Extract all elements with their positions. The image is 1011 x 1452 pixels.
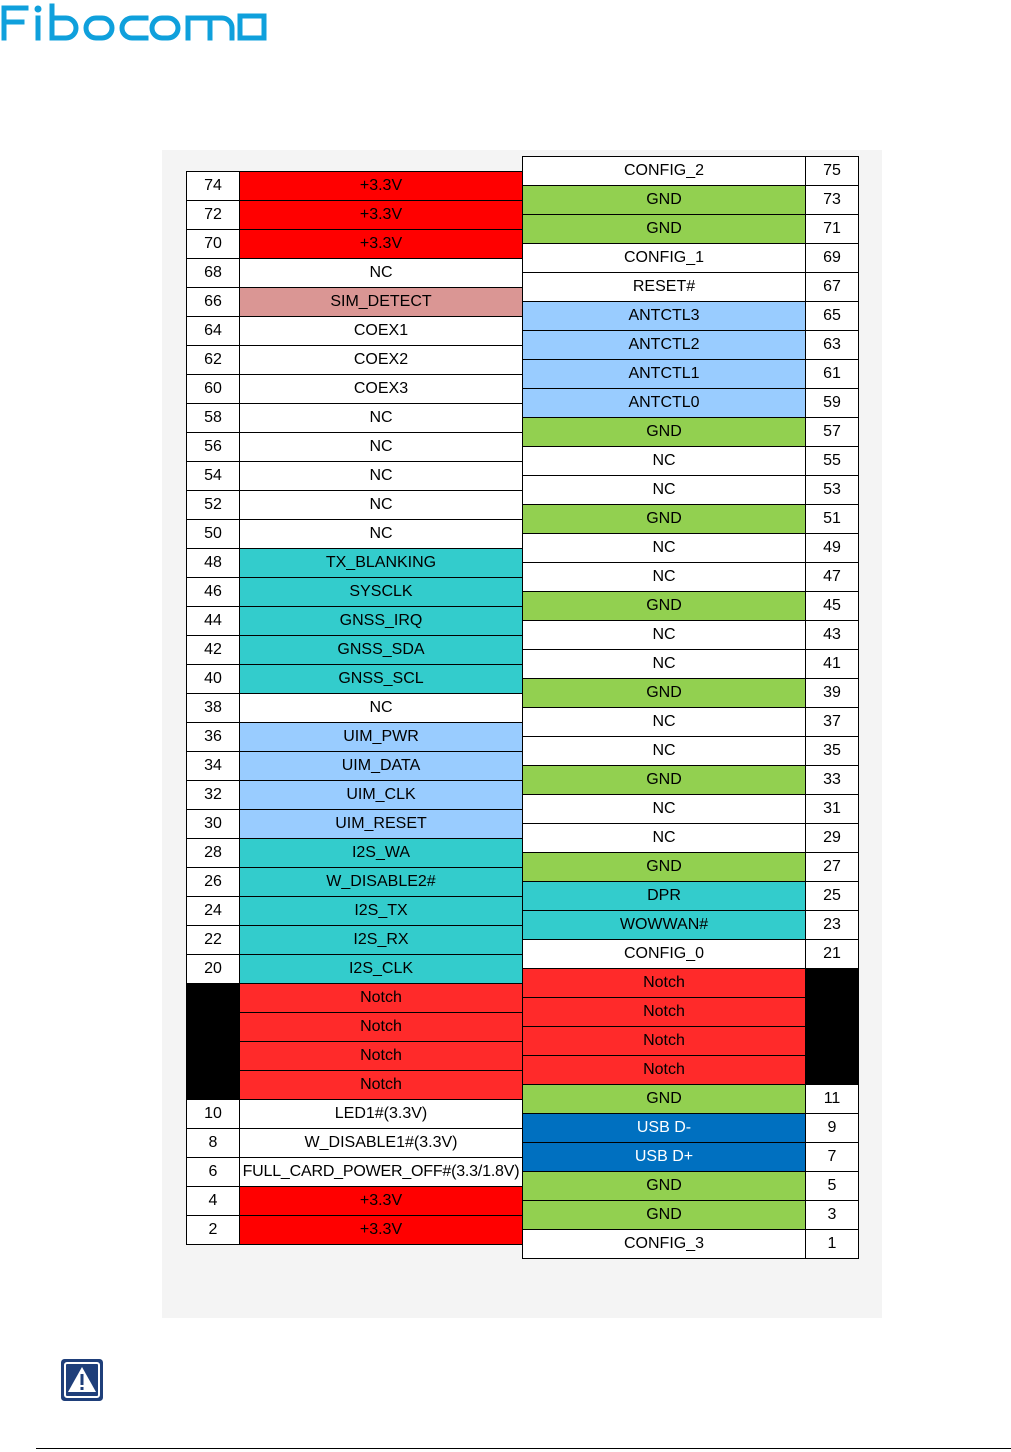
pin-signal: +3.3V	[240, 201, 523, 230]
pin-signal: NC	[523, 824, 806, 853]
pin-signal: COEX3	[240, 375, 523, 404]
pin-row	[187, 1187, 523, 1216]
pin-signal: SYSCLK	[240, 578, 523, 607]
pin-signal: CONFIG_0	[523, 940, 806, 969]
pin-signal: NC	[523, 563, 806, 592]
pin-row	[187, 752, 523, 781]
pin-number: 36	[187, 723, 240, 752]
pin-signal: COEX1	[240, 317, 523, 346]
pin-signal: GND	[523, 505, 806, 534]
pin-number: 58	[187, 404, 240, 433]
pin-signal: TX_BLANKING	[240, 549, 523, 578]
pin-number: 68	[187, 259, 240, 288]
pin-row	[523, 1114, 859, 1143]
pin-row	[523, 360, 859, 389]
pin-row	[523, 737, 859, 766]
pin-number: 27	[806, 853, 859, 882]
pin-row	[523, 592, 859, 621]
pin-row	[523, 969, 859, 998]
pin-row	[523, 563, 859, 592]
pin-row	[523, 679, 859, 708]
pin-row	[187, 317, 523, 346]
pin-signal: GND	[523, 766, 806, 795]
pin-number: 20	[187, 955, 240, 984]
pin-row	[187, 839, 523, 868]
pin-row	[523, 1230, 859, 1259]
pin-signal: UIM_RESET	[240, 810, 523, 839]
pin-number: 45	[806, 592, 859, 621]
pin-row	[187, 346, 523, 375]
pin-number: 10	[187, 1100, 240, 1129]
pin-row	[523, 1085, 859, 1114]
pin-number: 33	[806, 766, 859, 795]
pin-row	[187, 549, 523, 578]
pin-row	[523, 534, 859, 563]
pin-signal: GND	[523, 1172, 806, 1201]
left-pin-column	[186, 171, 523, 1245]
pin-signal: I2S_RX	[240, 926, 523, 955]
pin-row	[187, 259, 523, 288]
pin-number: 64	[187, 317, 240, 346]
pin-number: 60	[187, 375, 240, 404]
pin-number: 44	[187, 607, 240, 636]
notch-key-block	[806, 969, 859, 1085]
footer-divider	[36, 1448, 1011, 1449]
pin-row	[187, 288, 523, 317]
pin-row	[187, 607, 523, 636]
pin-signal: LED1#(3.3V)	[240, 1100, 523, 1129]
notch-cell: Notch	[240, 1013, 523, 1042]
pin-row	[187, 636, 523, 665]
pin-signal: CONFIG_3	[523, 1230, 806, 1259]
pin-row	[523, 244, 859, 273]
pin-number: 66	[187, 288, 240, 317]
pin-row	[523, 389, 859, 418]
pin-signal: COEX2	[240, 346, 523, 375]
pin-row	[523, 766, 859, 795]
notch-cell: Notch	[240, 1071, 523, 1100]
pin-row	[187, 984, 523, 1013]
pin-number: 8	[187, 1129, 240, 1158]
pin-signal: NC	[523, 476, 806, 505]
pin-signal: NC	[240, 520, 523, 549]
pin-signal: W_DISABLE2#	[240, 868, 523, 897]
notch-key-block	[187, 984, 240, 1100]
pin-number: 49	[806, 534, 859, 563]
pin-number: 34	[187, 752, 240, 781]
notch-cell: Notch	[240, 1042, 523, 1071]
pin-signal: ANTCTL2	[523, 331, 806, 360]
pin-number: 52	[187, 491, 240, 520]
pin-row	[187, 868, 523, 897]
pin-number: 29	[806, 824, 859, 853]
pin-number: 63	[806, 331, 859, 360]
pin-signal: GND	[523, 592, 806, 621]
pin-number: 75	[806, 157, 859, 186]
pin-number: 54	[187, 462, 240, 491]
pin-row	[523, 215, 859, 244]
pin-row	[187, 578, 523, 607]
pin-row	[187, 926, 523, 955]
pin-number: 73	[806, 186, 859, 215]
warning-note-icon	[60, 1358, 104, 1402]
pin-signal: I2S_WA	[240, 839, 523, 868]
pin-signal: USB D+	[523, 1143, 806, 1172]
pin-signal: GND	[523, 853, 806, 882]
pin-number: 53	[806, 476, 859, 505]
pin-row	[523, 1172, 859, 1201]
pin-row	[523, 1201, 859, 1230]
pin-signal: UIM_DATA	[240, 752, 523, 781]
pin-signal: GND	[523, 679, 806, 708]
pin-signal: +3.3V	[240, 172, 523, 201]
pin-signal: NC	[240, 491, 523, 520]
pin-row	[187, 1158, 523, 1187]
pin-signal: GND	[523, 418, 806, 447]
pin-number: 38	[187, 694, 240, 723]
pin-signal: FULL_CARD_POWER_OFF#(3.3/1.8V)	[240, 1158, 523, 1187]
pin-number: 1	[806, 1230, 859, 1259]
pin-signal: +3.3V	[240, 1187, 523, 1216]
pin-number: 48	[187, 549, 240, 578]
pin-signal: CONFIG_1	[523, 244, 806, 273]
pin-number: 42	[187, 636, 240, 665]
pin-row	[523, 621, 859, 650]
pin-signal: NC	[523, 447, 806, 476]
pin-row	[523, 882, 859, 911]
pin-number: 70	[187, 230, 240, 259]
pin-row	[187, 375, 523, 404]
notch-cell: Notch	[523, 969, 806, 998]
pin-row	[187, 723, 523, 752]
pin-signal: NC	[523, 650, 806, 679]
pin-row	[523, 940, 859, 969]
pin-signal: I2S_CLK	[240, 955, 523, 984]
pin-signal: RESET#	[523, 273, 806, 302]
pin-row	[187, 1129, 523, 1158]
pin-row	[187, 694, 523, 723]
pin-number: 69	[806, 244, 859, 273]
pin-row	[187, 781, 523, 810]
pin-signal: NC	[240, 259, 523, 288]
notch-cell: Notch	[523, 1027, 806, 1056]
pin-row	[187, 955, 523, 984]
pin-signal: USB D-	[523, 1114, 806, 1143]
pin-signal: W_DISABLE1#(3.3V)	[240, 1129, 523, 1158]
right-pin-table	[522, 156, 859, 1259]
pin-row	[187, 404, 523, 433]
pin-number: 11	[806, 1085, 859, 1114]
pin-row	[523, 157, 859, 186]
pin-number: 72	[187, 201, 240, 230]
pin-row	[187, 433, 523, 462]
pin-row	[523, 447, 859, 476]
pin-number: 56	[187, 433, 240, 462]
pin-number: 50	[187, 520, 240, 549]
pin-row	[187, 810, 523, 839]
pin-number: 55	[806, 447, 859, 476]
pin-number: 6	[187, 1158, 240, 1187]
pin-signal: UIM_PWR	[240, 723, 523, 752]
pin-number: 39	[806, 679, 859, 708]
pin-number: 30	[187, 810, 240, 839]
pin-signal: GNSS_IRQ	[240, 607, 523, 636]
pin-row	[187, 1100, 523, 1129]
pin-signal: NC	[240, 462, 523, 491]
pin-row	[523, 853, 859, 882]
pin-number: 3	[806, 1201, 859, 1230]
pin-signal: ANTCTL1	[523, 360, 806, 389]
pin-signal: GND	[523, 1201, 806, 1230]
pin-number: 25	[806, 882, 859, 911]
pin-row	[523, 186, 859, 215]
pin-row	[187, 462, 523, 491]
pin-number: 21	[806, 940, 859, 969]
pin-number: 26	[187, 868, 240, 897]
pin-signal: GNSS_SDA	[240, 636, 523, 665]
notch-cell: Notch	[523, 1056, 806, 1085]
pin-row	[523, 505, 859, 534]
pin-number: 7	[806, 1143, 859, 1172]
pin-number: 61	[806, 360, 859, 389]
pin-row	[187, 520, 523, 549]
pin-number: 4	[187, 1187, 240, 1216]
pin-row	[523, 795, 859, 824]
pin-number: 5	[806, 1172, 859, 1201]
pin-number: 67	[806, 273, 859, 302]
pin-number: 65	[806, 302, 859, 331]
pin-number: 62	[187, 346, 240, 375]
pin-number: 37	[806, 708, 859, 737]
pin-row	[523, 331, 859, 360]
pin-number: 32	[187, 781, 240, 810]
pin-signal: SIM_DETECT	[240, 288, 523, 317]
pin-signal: I2S_TX	[240, 897, 523, 926]
pin-number: 46	[187, 578, 240, 607]
pin-number: 31	[806, 795, 859, 824]
pin-signal: NC	[523, 795, 806, 824]
pin-signal: DPR	[523, 882, 806, 911]
pin-row	[187, 230, 523, 259]
notch-cell: Notch	[523, 998, 806, 1027]
pin-signal: WOWWAN#	[523, 911, 806, 940]
pin-number: 47	[806, 563, 859, 592]
right-pin-column	[522, 156, 859, 1259]
pin-signal: NC	[240, 404, 523, 433]
pin-number: 51	[806, 505, 859, 534]
pin-row	[187, 1216, 523, 1245]
pin-row	[187, 491, 523, 520]
pin-number: 23	[806, 911, 859, 940]
pin-number: 40	[187, 665, 240, 694]
fibocom-logo	[0, 2, 270, 42]
pin-signal: NC	[523, 737, 806, 766]
pin-number: 74	[187, 172, 240, 201]
pin-row	[523, 824, 859, 853]
pin-signal: NC	[523, 708, 806, 737]
pin-number: 35	[806, 737, 859, 766]
pin-number: 57	[806, 418, 859, 447]
pin-signal: ANTCTL0	[523, 389, 806, 418]
pin-row	[187, 172, 523, 201]
pin-signal: ANTCTL3	[523, 302, 806, 331]
pin-row	[523, 911, 859, 940]
pin-number: 24	[187, 897, 240, 926]
pin-number: 2	[187, 1216, 240, 1245]
pin-number: 59	[806, 389, 859, 418]
pin-row	[187, 201, 523, 230]
pin-signal: NC	[523, 534, 806, 563]
pin-number: 71	[806, 215, 859, 244]
pin-row	[523, 708, 859, 737]
pin-signal: GND	[523, 186, 806, 215]
pin-signal: NC	[240, 433, 523, 462]
left-pin-table	[186, 171, 523, 1245]
pin-signal: NC	[240, 694, 523, 723]
pin-row	[523, 1143, 859, 1172]
pin-row	[523, 302, 859, 331]
pin-signal: CONFIG_2	[523, 157, 806, 186]
pin-number: 41	[806, 650, 859, 679]
pin-row	[187, 897, 523, 926]
pin-signal: UIM_CLK	[240, 781, 523, 810]
pin-number: 22	[187, 926, 240, 955]
pin-row	[187, 665, 523, 694]
pin-row	[523, 273, 859, 302]
pin-signal: GND	[523, 1085, 806, 1114]
pin-signal: NC	[523, 621, 806, 650]
notch-cell: Notch	[240, 984, 523, 1013]
pin-row	[523, 418, 859, 447]
pin-row	[523, 650, 859, 679]
pin-row	[523, 476, 859, 505]
pin-number: 9	[806, 1114, 859, 1143]
pin-signal: GND	[523, 215, 806, 244]
pin-signal: +3.3V	[240, 230, 523, 259]
pin-number: 28	[187, 839, 240, 868]
pin-signal: +3.3V	[240, 1216, 523, 1245]
pin-number: 43	[806, 621, 859, 650]
pin-signal: GNSS_SCL	[240, 665, 523, 694]
